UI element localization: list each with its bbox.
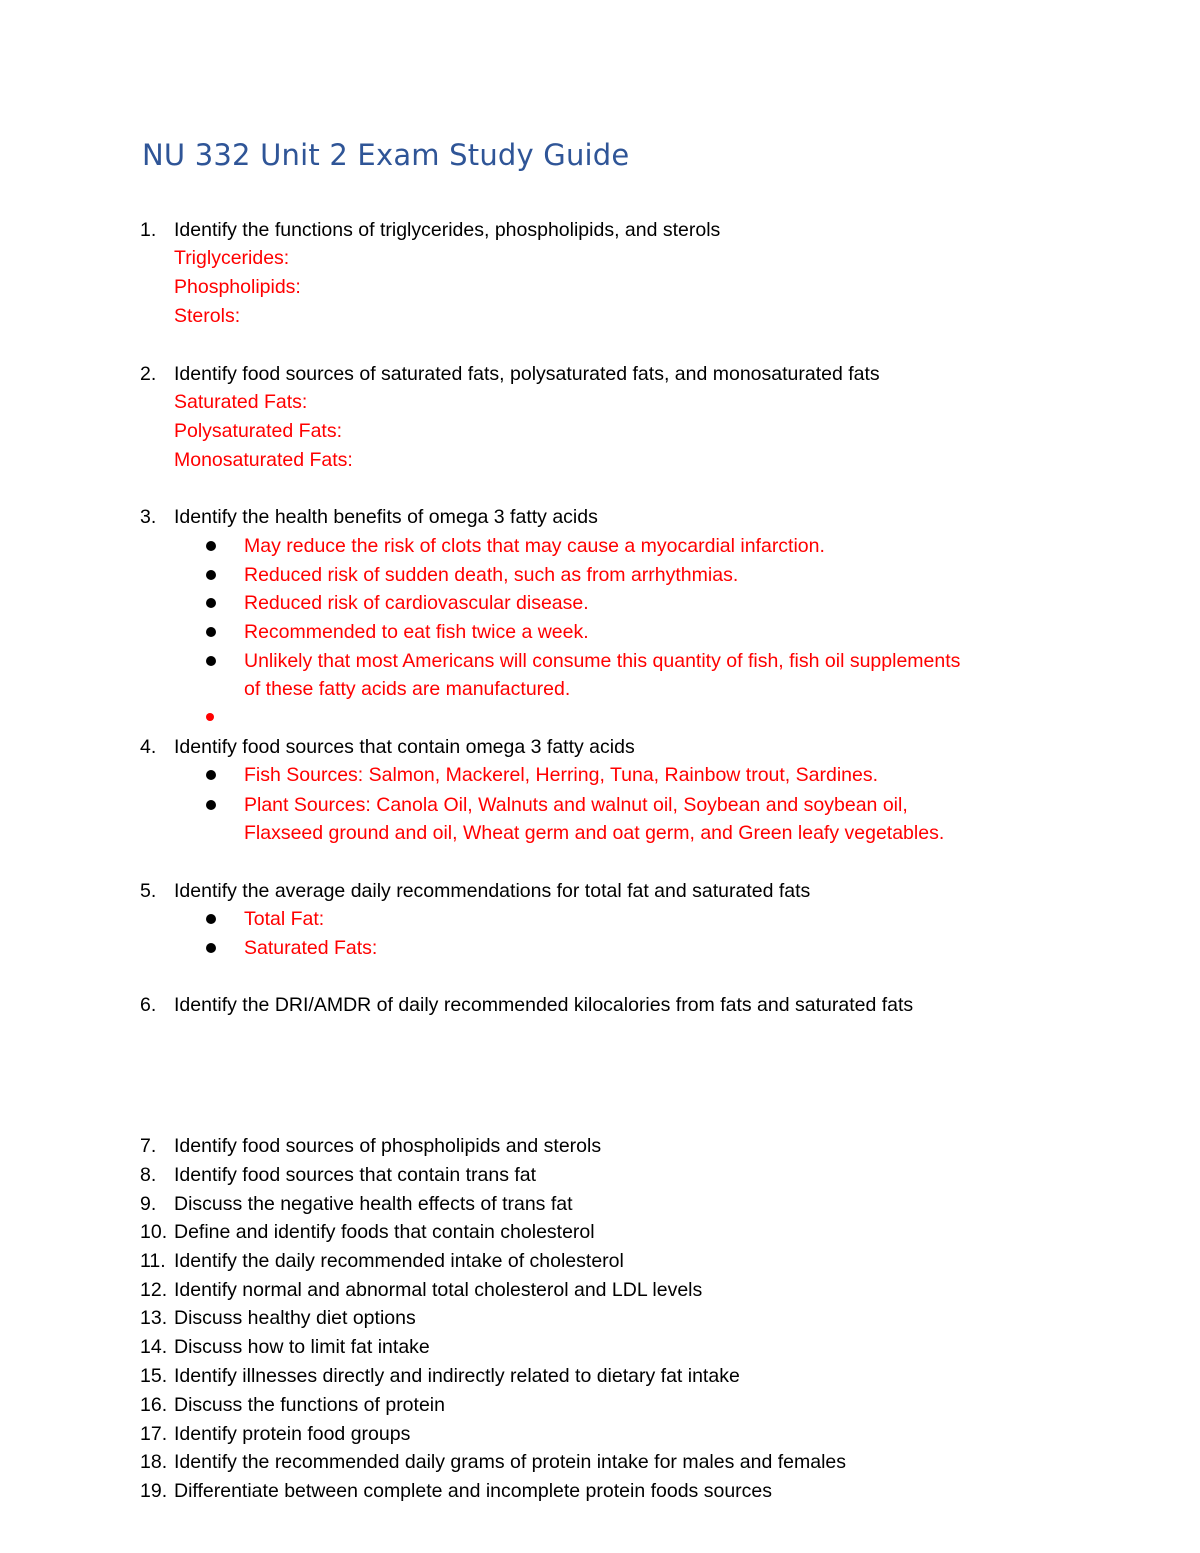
bullet-icon — [206, 713, 214, 721]
item-number: 7. — [140, 1135, 157, 1157]
item-number: 12. — [140, 1279, 168, 1301]
question-text: Identify the health benefits of omega 3 fatty acids — [174, 506, 598, 528]
bullet-text: Fish Sources: Salmon, Mackerel, Herring, Tuna, Rainbow trout, Sardines. — [244, 764, 879, 786]
bullet-icon — [206, 627, 216, 637]
bullet-icon — [206, 914, 216, 924]
question-text: Identify the average daily recommendations for total fat and saturated fats — [174, 880, 811, 902]
item-number: 14. — [140, 1336, 168, 1358]
bullet-text: Total Fat: — [244, 908, 325, 930]
question-text: Discuss the functions of protein — [174, 1394, 445, 1416]
answer-line: Phospholipids: — [174, 276, 301, 298]
bullet-text: Reduced risk of sudden death, such as from arrhythmias. — [244, 564, 739, 586]
bullet-text: Recommended to eat fish twice a week. — [244, 621, 589, 643]
bullet-text: May reduce the risk of clots that may cause a myocardial infarction. — [244, 535, 825, 557]
item-number: 2. — [140, 363, 157, 385]
question-text: Identify the recommended daily grams of protein intake for males and females — [174, 1451, 847, 1473]
bullet-icon — [206, 770, 216, 780]
item-number: 5. — [140, 880, 157, 902]
item-number: 3. — [140, 506, 157, 528]
question-text: Identify illnesses directly and indirectly related to dietary fat intake — [174, 1365, 740, 1387]
question-text: Define and identify foods that contain cholesterol — [174, 1221, 595, 1243]
bullet-icon — [206, 943, 216, 953]
item-number: 8. — [140, 1164, 157, 1186]
bullet-text-continued: of these fatty acids are manufactured. — [244, 678, 571, 700]
question-text: Identify food sources that contain trans fat — [174, 1164, 537, 1186]
answer-line: Triglycerides: — [174, 247, 290, 269]
answer-line: Monosaturated Fats: — [174, 449, 353, 471]
item-number: 18. — [140, 1451, 168, 1473]
question-text: Identify food sources of saturated fats, polysaturated fats, and monosaturated fats — [174, 363, 880, 385]
bullet-text: Unlikely that most Americans will consume this quantity of fish, fish oil supplements — [244, 650, 961, 672]
item-number: 19. — [140, 1480, 168, 1502]
bullet-text: Saturated Fats: — [244, 937, 378, 959]
bullet-icon — [206, 800, 216, 810]
question-text: Identify the daily recommended intake of cholesterol — [174, 1250, 624, 1272]
bullet-icon — [206, 598, 216, 608]
answer-line: Saturated Fats: — [174, 391, 308, 413]
item-number: 10. — [140, 1221, 168, 1243]
item-number: 16. — [140, 1394, 168, 1416]
document-title: NU 332 Unit 2 Exam Study Guide — [142, 138, 630, 172]
bullet-text-continued: Flaxseed ground and oil, Wheat germ and oat germ, and Green leafy vegetables. — [244, 822, 945, 844]
question-text: Discuss healthy diet options — [174, 1307, 416, 1329]
bullet-icon — [206, 656, 216, 666]
item-number: 1. — [140, 219, 157, 241]
bullet-text: Reduced risk of cardiovascular disease. — [244, 592, 589, 614]
question-text: Discuss how to limit fat intake — [174, 1336, 430, 1358]
question-text: Identify the DRI/AMDR of daily recommended kilocalories from fats and saturated fats — [174, 994, 914, 1016]
item-number: 13. — [140, 1307, 168, 1329]
question-text: Differentiate between complete and incomplete protein foods sources — [174, 1480, 772, 1502]
item-number: 11. — [140, 1250, 166, 1272]
bullet-text: Plant Sources: Canola Oil, Walnuts and walnut oil, Soybean and soybean oil, — [244, 794, 908, 816]
question-text: Identify the functions of triglycerides, phospholipids, and sterols — [174, 219, 721, 241]
item-number: 4. — [140, 736, 157, 758]
answer-line: Sterols: — [174, 305, 241, 327]
question-text: Identify food sources that contain omega 3 fatty acids — [174, 736, 635, 758]
question-text: Identify normal and abnormal total cholesterol and LDL levels — [174, 1279, 703, 1301]
item-number: 9. — [140, 1193, 157, 1215]
bullet-icon — [206, 541, 216, 551]
answer-line: Polysaturated Fats: — [174, 420, 342, 442]
question-text: Identify protein food groups — [174, 1423, 411, 1445]
item-number: 6. — [140, 994, 157, 1016]
item-number: 15. — [140, 1365, 168, 1387]
bullet-icon — [206, 570, 216, 580]
question-text: Discuss the negative health effects of trans fat — [174, 1193, 573, 1215]
question-text: Identify food sources of phospholipids and sterols — [174, 1135, 602, 1157]
item-number: 17. — [140, 1423, 168, 1445]
